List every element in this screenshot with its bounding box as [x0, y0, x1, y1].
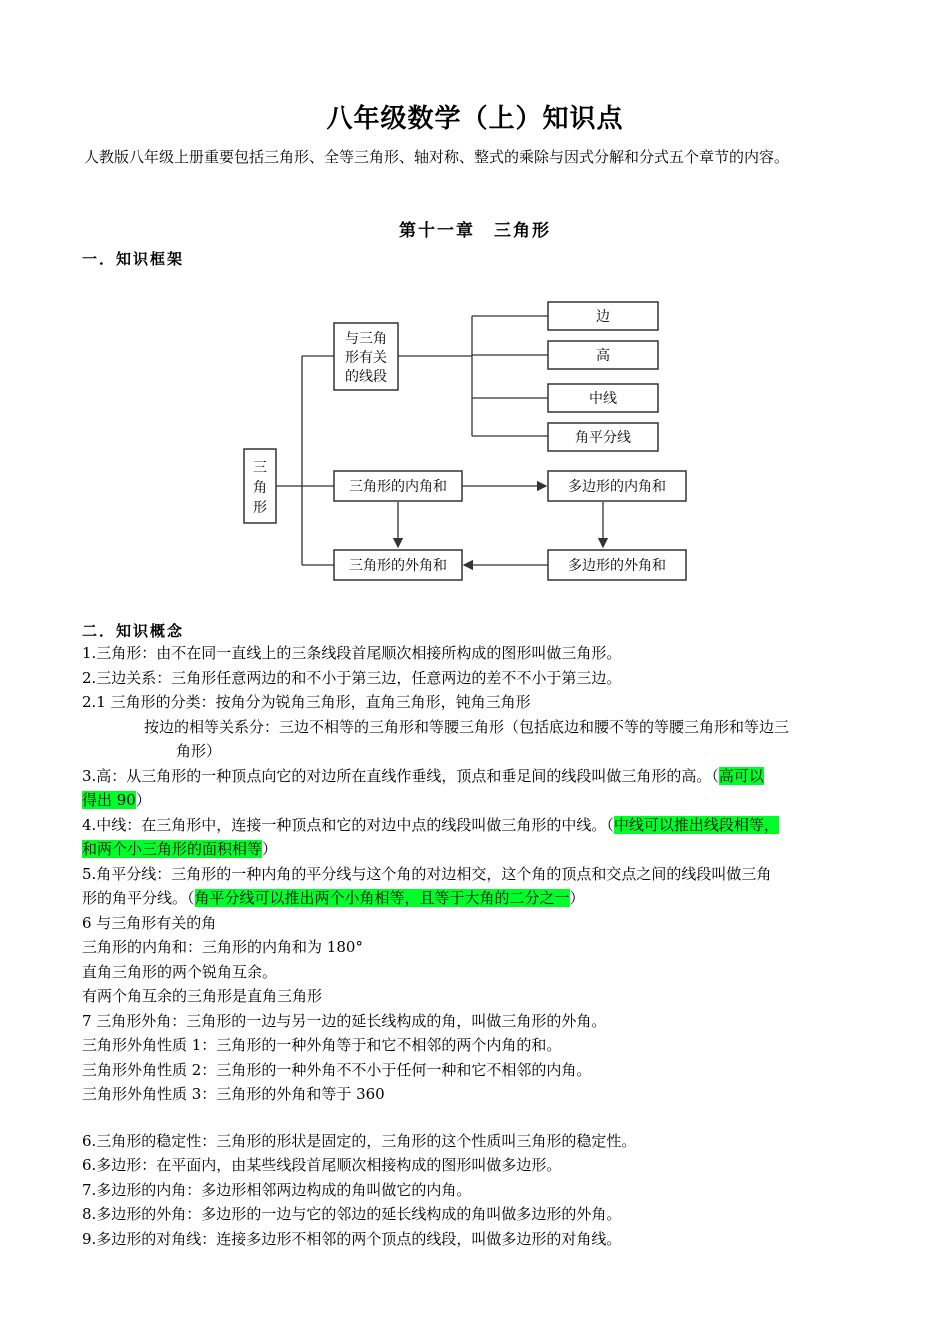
- concept-line: 1.三角形：由不在同一直线上的三条线段首尾顺次相接所构成的图形叫做三角形。: [82, 644, 622, 662]
- concept-text: ）: [135, 791, 151, 809]
- node-triangle-text-3: 形: [253, 500, 267, 516]
- concept-line-median: [82, 813, 888, 838]
- concept-line: 7 三角形外角：三角形的一边与另一边的延长线构成的角，叫做三角形的外角。: [82, 1011, 607, 1030]
- concept-text: 3.高：从三角形的一种顶点向它的对边所在直线作垂线，顶点和垂足间的线段叫做三角形的高。（: [82, 766, 719, 785]
- concept-line: 有两个角互余的三角形是直角三角形: [82, 987, 323, 1005]
- highlight-note: 中线可以推出线段相等，: [613, 815, 779, 834]
- concept-line: 三角形的内角和：三角形的内角和为 180°: [82, 938, 363, 956]
- highlight-note: 得出 90: [82, 791, 136, 809]
- concept-text: ）: [262, 840, 278, 858]
- concept-line: 2.三边关系：三角形任意两边的和不小于第三边，任意两边的差不不小于第三边。: [82, 668, 622, 687]
- concept-text: ）: [569, 889, 585, 907]
- node-inner-sum-text: 三角形的内角和: [349, 479, 447, 495]
- concept-line: 9.多边形的对角线：连接多边形不相邻的两个顶点的线段，叫做多边形的对角线。: [82, 1229, 622, 1248]
- node-segments-text-2: 形有关: [345, 350, 387, 366]
- concept-line: 三角形外角性质 3：三角形的外角和等于 360: [82, 1085, 385, 1103]
- node-segments-text-3: 的线段: [345, 369, 387, 385]
- section-heading-framework: 一．知识框架: [82, 250, 185, 268]
- intro-paragraph: 人教版八年级上册重要包括三角形、全等三角形、轴对称、整式的乘除与因式分解和分式五个章节的内容。: [84, 148, 790, 166]
- node-altitude-text: 高: [596, 348, 610, 364]
- highlight-note: 和两个小三角形的面积相等: [82, 840, 263, 858]
- page-title: 八年级数学（上）知识点: [326, 104, 624, 134]
- node-side-text: 边: [596, 309, 610, 325]
- concept-line: 按边的相等关系分：三边不相等的三角形和等腰三角形（包括底边和腰不等的等腰三角形和等边三: [144, 717, 790, 736]
- highlight-note: 高可以: [718, 766, 764, 785]
- chapter-heading: 第十一章 三角形: [399, 221, 551, 241]
- concept-line: 角形）: [176, 742, 222, 760]
- concept-text: 形的角平分线。（: [82, 889, 195, 907]
- concept-text: 4.中线：在三角形中，连接一种顶点和它的对边中点的线段叫做三角形的中线。（: [82, 815, 614, 834]
- node-triangle-text-1: 三: [253, 460, 267, 476]
- concept-line: 6 与三角形有关的角: [82, 913, 217, 932]
- concept-line: 6.多边形：在平面内，由某些线段首尾顺次相接构成的图形叫做多边形。: [82, 1156, 562, 1174]
- concept-line-bisector: 5.角平分线：三角形的一种内角的平分线与这个角的对边相交，这个角的顶点和交点之间的线段叫做三角: [82, 864, 772, 883]
- concept-line-altitude: [82, 764, 888, 789]
- node-triangle-text-2: 角: [253, 480, 267, 496]
- node-median-text: 中线: [589, 391, 617, 407]
- section-heading-concepts: 二．知识概念: [82, 622, 185, 640]
- concept-line: [82, 788, 888, 813]
- concept-line: 三角形外角性质 2：三角形的一种外角不不小于任何一种和它不相邻的内角。: [82, 1060, 592, 1079]
- node-outer-sum-text: 三角形的外角和: [349, 558, 447, 574]
- concept-line: 2.1 三角形的分类：按角分为锐角三角形，直角三角形，钝角三角形: [82, 693, 531, 711]
- node-poly-outer-text: 多边形的外角和: [568, 558, 666, 574]
- concept-line: 6.三角形的稳定性：三角形的形状是固定的，三角形的这个性质叫三角形的稳定性。: [82, 1131, 637, 1150]
- node-segments-text-1: 与三角: [345, 331, 387, 347]
- concept-line: 7.多边形的内角：多边形相邻两边构成的角叫做它的内角。: [82, 1180, 472, 1199]
- concept-line: 8.多边形的外角：多边形的一边与它的邻边的延长线构成的角叫做多边形的外角。: [82, 1205, 622, 1223]
- node-poly-inner-text: 多边形的内角和: [568, 479, 666, 495]
- concept-line: 直角三角形的两个锐角互余。: [82, 962, 278, 981]
- concept-list: [82, 641, 888, 1251]
- concept-line: [82, 837, 888, 862]
- concept-line: [82, 886, 888, 911]
- highlight-note: 角平分线可以推出两个小角相等，且等于大角的二分之一: [194, 889, 570, 907]
- knowledge-framework-diagram: [230, 290, 700, 590]
- node-bisector-text: 角平分线: [575, 430, 631, 446]
- concept-line: 三角形外角性质 1：三角形的一种外角等于和它不相邻的两个内角的和。: [82, 1036, 562, 1054]
